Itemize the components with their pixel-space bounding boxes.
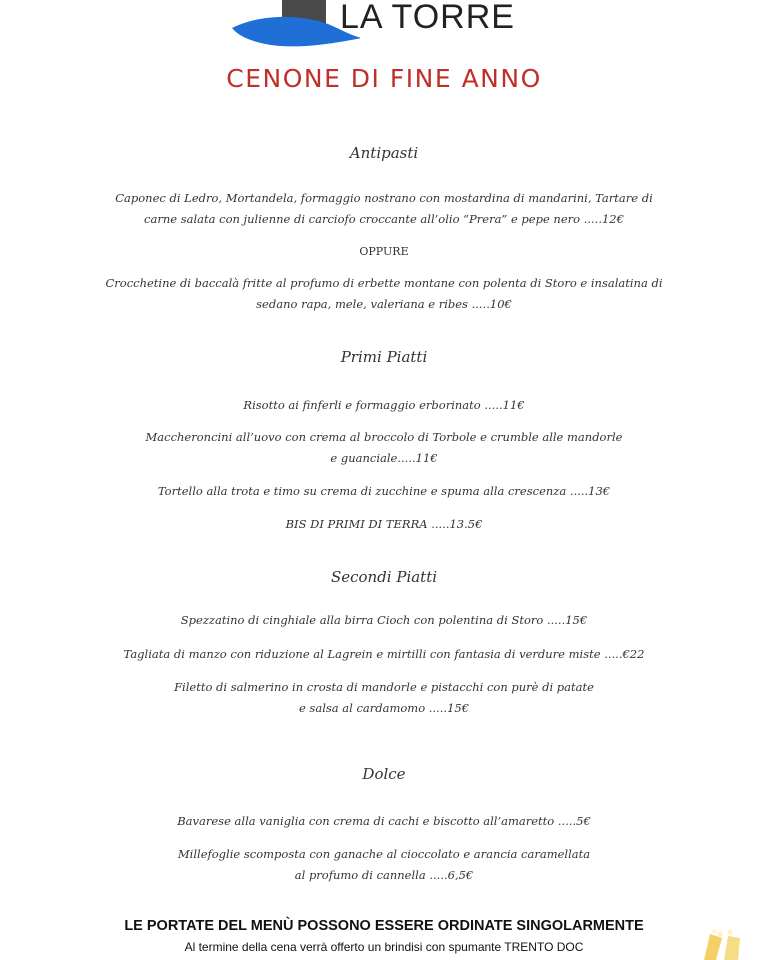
logo-text: LA TORRE	[340, 0, 515, 36]
footer-toast-note: Al termine della cena verrà offerto un brindisi con spumante TRENTO DOC	[184, 940, 584, 954]
menu-item-antipasto-2	[60, 273, 708, 315]
section-title-secondi: Secondi Piatti	[330, 568, 438, 586]
menu-item-dolce-2	[60, 844, 708, 886]
logo	[230, 0, 550, 52]
menu-item-primo-1: Risotto ai finferli e formaggio erborinato .....11€	[243, 398, 525, 412]
menu-item-secondo-3	[60, 677, 708, 719]
section-title-antipasti: Antipasti	[349, 144, 419, 162]
menu-item-line: carne salata con julienne di carciofo croccante all’olio “Prera” e pepe nero .....12€	[144, 212, 624, 226]
menu-item-dolce-1: Bavarese alla vaniglia con crema di cachi e biscotto all’amaretto .....5€	[177, 814, 591, 828]
menu-separator: OPPURE	[359, 245, 409, 258]
menu-item-line: Crocchetine di baccalà fritte al profumo di erbette montane con polenta di Storo e insalatina di	[105, 276, 663, 290]
section-title-primi: Primi Piatti	[340, 348, 428, 366]
menu-item-line: Maccheroncini all’uovo con crema al broccolo di Torbole e crumble alle mandorle	[145, 430, 623, 444]
menu-item-secondo-1: Spezzatino di cinghiale alla birra Cioch con polentina di Storo .....15€	[180, 613, 588, 627]
footer-notice: LE PORTATE DEL MENÙ POSSONO ESSERE ORDINATE SINGOLARMENTE	[124, 918, 644, 934]
menu-item-primo-3: Tortello alla trota e timo su crema di zucchine e spuma alla crescenza .....13€	[157, 484, 611, 498]
menu-item-line: Filetto di salmerino in crosta di mandorle e pistacchi con purè di patate	[174, 680, 594, 694]
menu-item-line: e salsa al cardamomo .....15€	[298, 701, 470, 715]
menu-item-line: Millefoglie scomposta con ganache al cioccolato e arancia caramellata	[177, 847, 591, 861]
menu-item-line: e guanciale.....11€	[330, 451, 438, 465]
menu-item-secondo-2: Tagliata di manzo con riduzione al Lagrein e mirtilli con fantasia di verdure miste .....€22	[123, 647, 645, 661]
menu-item-line: Caponec di Ledro, Mortandela, formaggio nostrano con mostardina di mandarini, Tartare di	[115, 191, 653, 205]
menu-item-antipasto-1	[60, 188, 708, 230]
champagne-glasses-icon	[690, 928, 750, 960]
menu-title: CENONE DI FINE ANNO	[226, 64, 542, 93]
section-title-dolce: Dolce	[362, 765, 406, 783]
menu-item-line: sedano rapa, mele, valeriana e ribes .....10€	[256, 297, 512, 311]
menu-item-line: al profumo di cannella .....6,5€	[294, 868, 474, 882]
menu-item-primo-4: BIS DI PRIMI DI TERRA .....13.5€	[285, 517, 483, 531]
menu-item-primo-2	[60, 427, 708, 469]
